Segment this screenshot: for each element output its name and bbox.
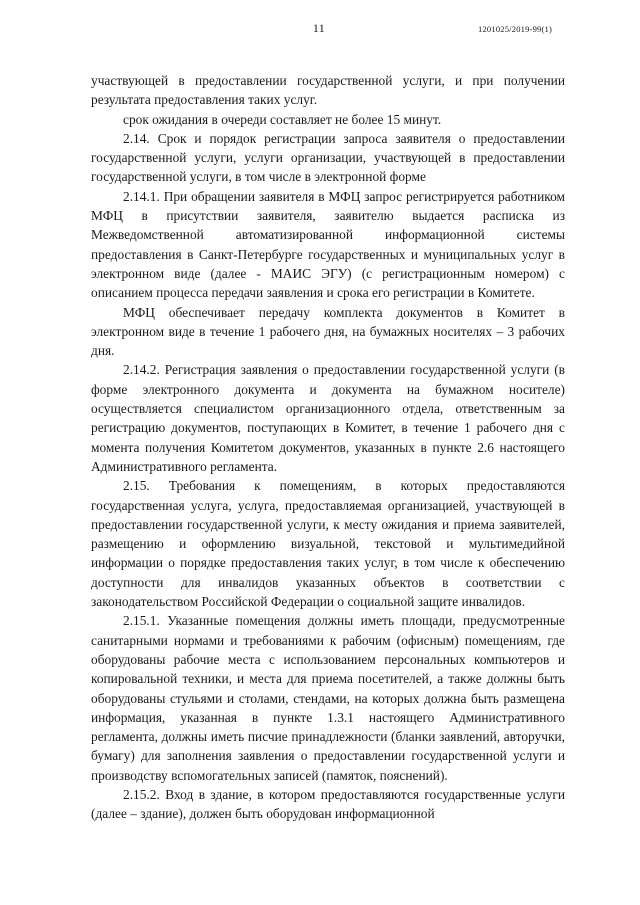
paragraph-mfc-transfer: МФЦ обеспечивает передачу комплекта документов в Комитет в электронном виде в течение 1 рабочего дня, на бумажных носителях – 3 рабочих дня. <box>91 304 565 359</box>
paragraph-2-14: 2.14. Срок и порядок регистрации запроса заявителя о предоставлении государственной услуги, услуги организации, участвующей в предоставлении государственной услуги, в том числе в электронной форме <box>91 130 565 185</box>
document-body <box>91 71 565 824</box>
page-number: 11 <box>312 21 326 35</box>
document-code: 1201025/2019-99(1) <box>478 24 552 34</box>
paragraph-waiting-time: срок ожидания в очереди составляет не более 15 минут. <box>123 111 442 127</box>
paragraph-2-15-2: 2.15.2. Вход в здание, в котором предоставляются государственные услуги (далее – здание), должен быть оборудован информационной <box>91 786 565 822</box>
paragraph-2-14-2: 2.14.2. Регистрация заявления о предоставлении государственной услуги (в форме электронного документа и документа на бумажном носителе) осуществляется специалистом организационного отдела, ответственным за регистрацию документов, поступающих в Комитет, в течение 1 рабочего дня с момента получения Комитетом документов, указанных в пункте 2.6 настоящего Административного регламента. <box>91 362 565 474</box>
paragraph-continuation: участвующей в предоставлении государственной услуги, и при получении результата предоставления таких услуг. <box>91 73 565 108</box>
paragraph-2-15-1: 2.15.1. Указанные помещения должны иметь площади, предусмотренные санитарными нормами и требованиями к рабочим (офисным) помещениям, где оборудованы рабочие места с использованием персональных компьютеров и копировальной техники, и места для приема посетителей, а также должны быть оборудованы стульями и столами, стендами, на которых должна быть размещена информация, указанная в пункте 1.3.1 настоящего Административного регламента, должны иметь писчие принадлежности (бланки заявлений, авторучки, бумагу) для заполнения заявления о предоставлении государственной услуги и производству вспомогательных записей (памяток, пояснений). <box>91 613 565 783</box>
paragraph-2-14-1: 2.14.1. При обращении заявителя в МФЦ запрос регистрируется работником МФЦ в присутствии заявителя, заявителю выдается расписка из Межведомственной автоматизированной информационной системы предоставления в Санкт-Петербурге государственных и муниципальных услуг в электронном виде (далее - МАИС ЭГУ) (с регистрационным номером) с описанием процесса передачи заявления и срока его регистрации в Комитете. <box>91 188 565 301</box>
paragraph-2-15: 2.15. Требования к помещениям, в которых предоставляются государственная услуга, услуга, предоставляемая организацией, участвующей в предоставлении государственной услуги, к месту ожидания и приема заявителей, размещению и оформлению визуальной, текстовой и мультимедийной информации о порядке предоставления таких услуг, в том числе к обеспечению доступности для инвалидов указанных объектов в соответствии с законодательством Российской Федерации о социальной защите инвалидов. <box>91 478 565 610</box>
